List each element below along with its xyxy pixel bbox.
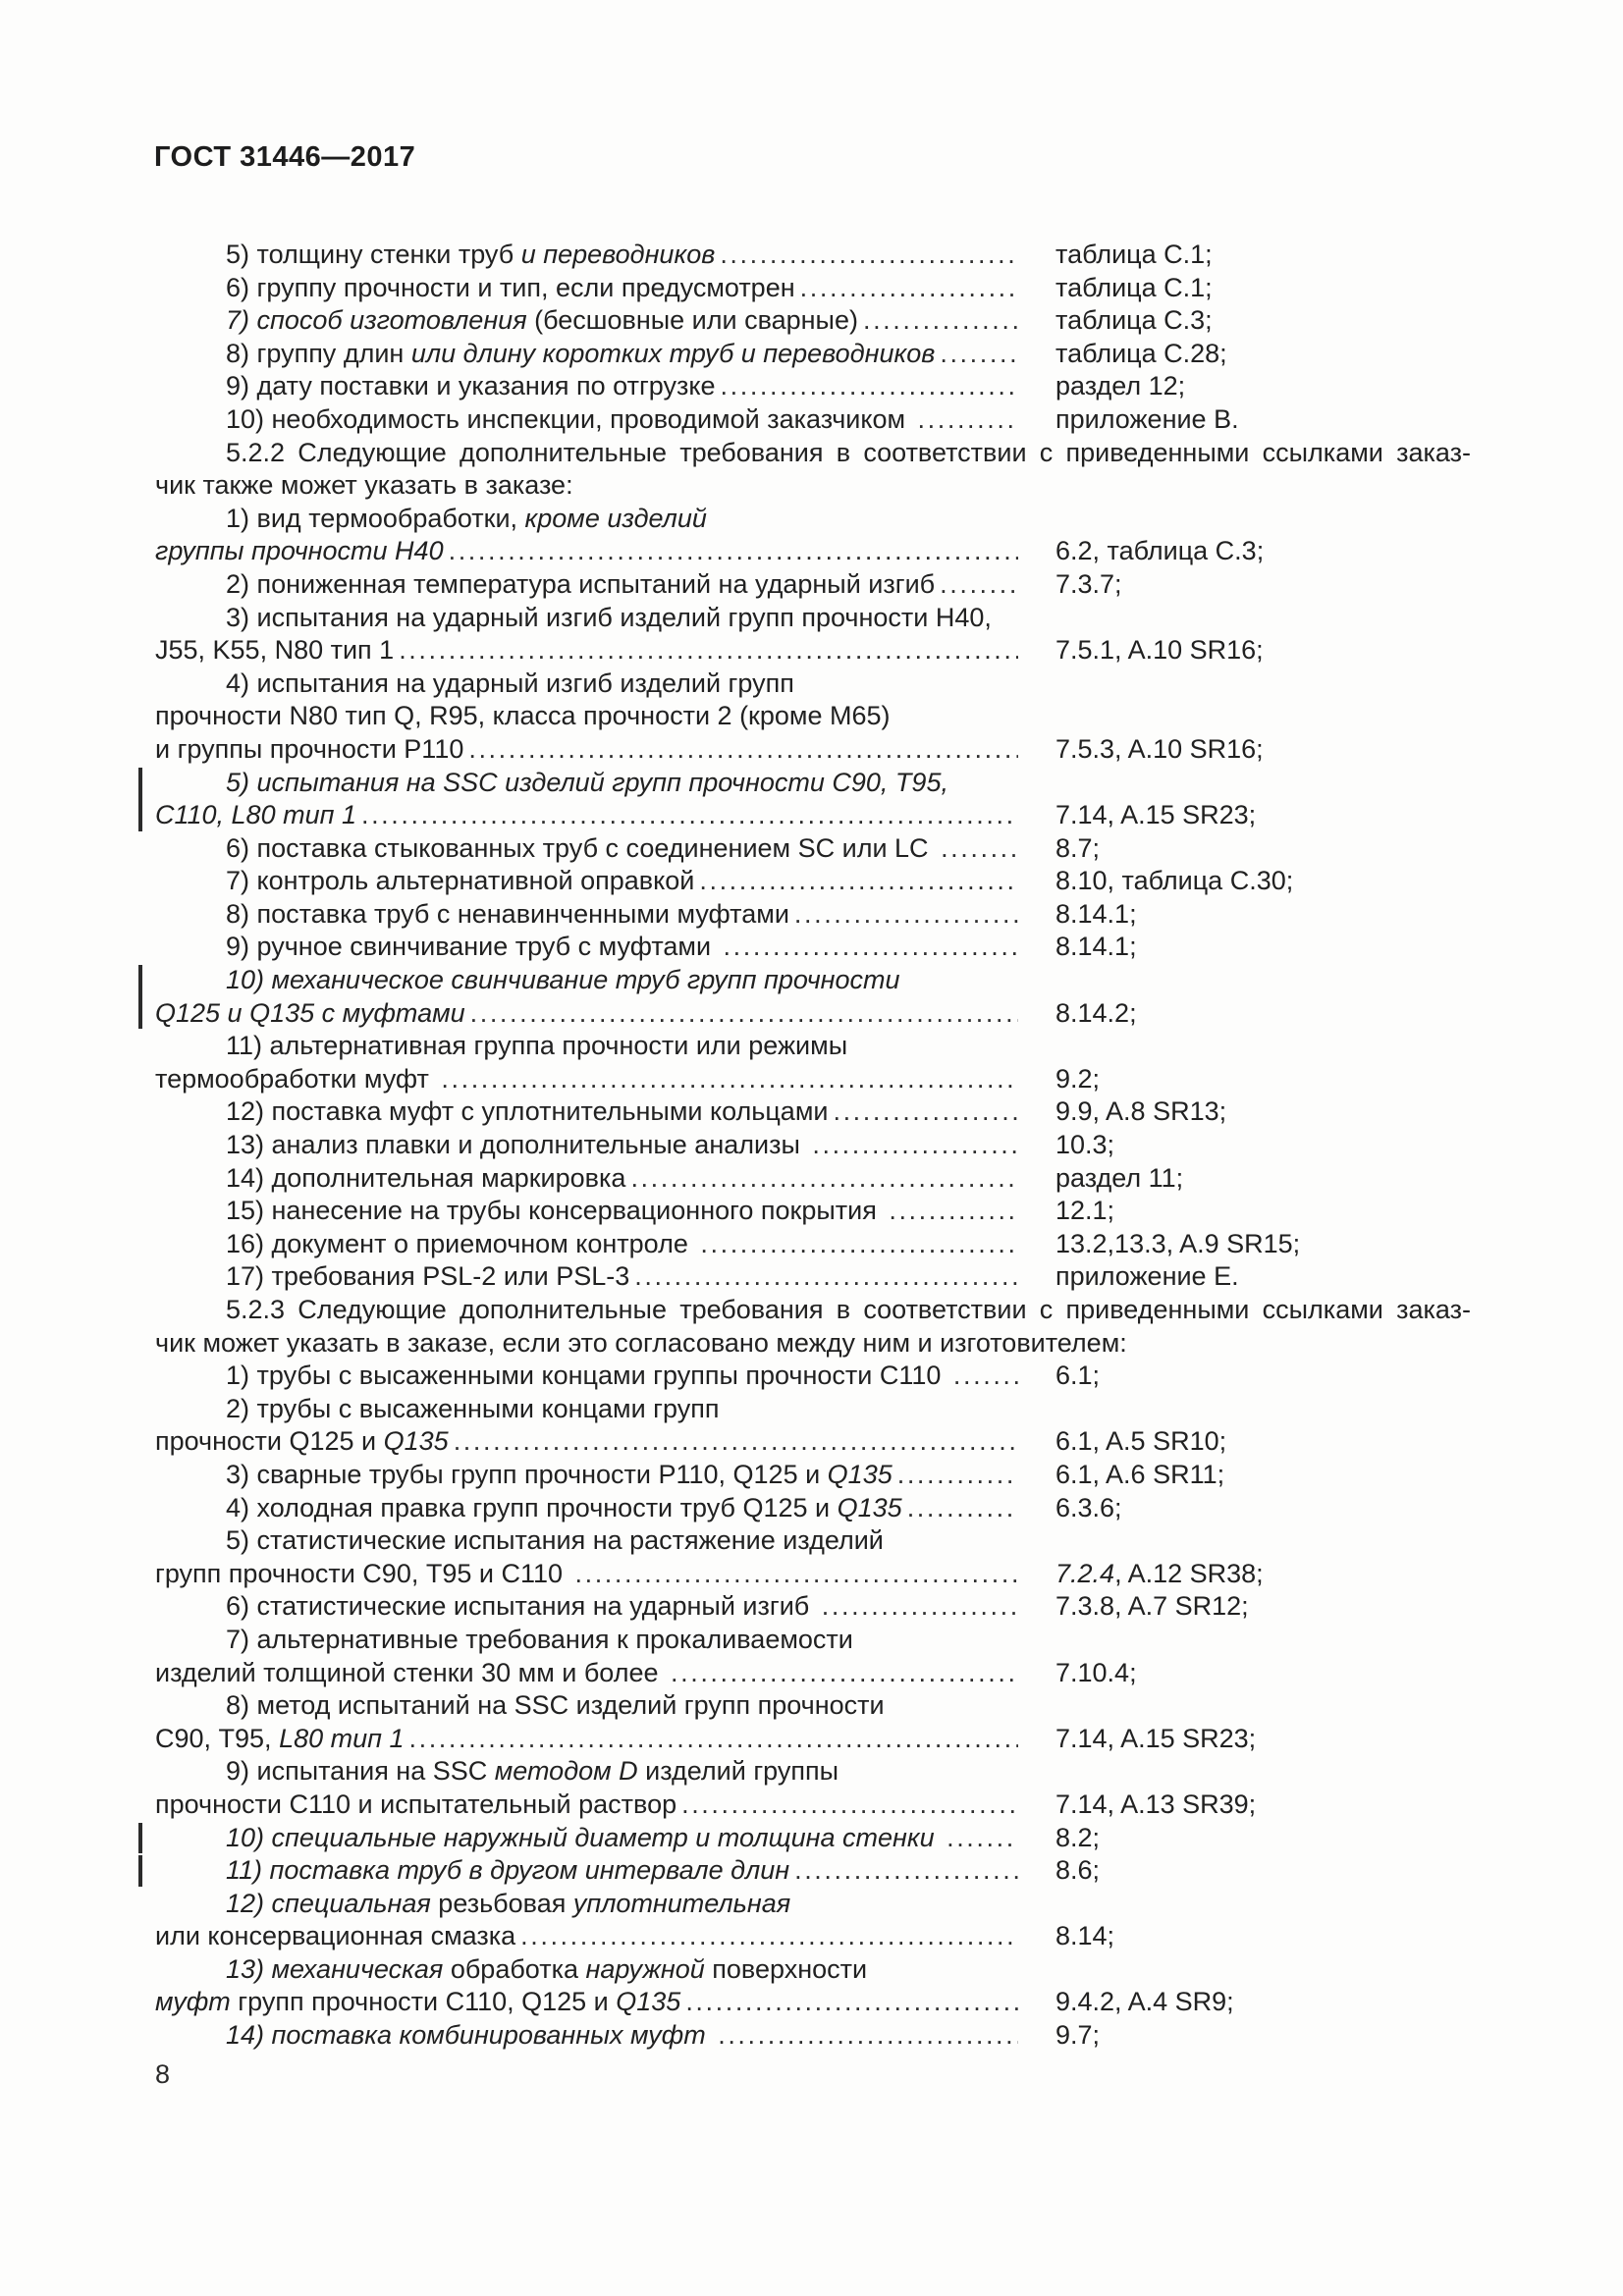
list-item [155,1162,1471,1196]
text-line [155,239,1471,272]
dot-leader [699,865,1018,898]
dot-leader [449,535,1018,568]
text-segment: С90, Т95, [155,1723,280,1753]
reference [1018,865,1293,898]
text-line [155,1030,1471,1063]
text-segment: 15) нанесение на трубы консервационного покрытия [226,1196,885,1226]
list-item [155,1228,1471,1261]
change-bar [138,768,142,831]
reference [1018,1590,1249,1624]
list-item [155,1129,1471,1162]
text-segment: 6.1, A.5 SR10; [1055,1426,1227,1457]
text-segment: (бесшовные или сварные) [526,305,858,336]
dot-leader [634,1260,1018,1294]
text-line [155,1095,1471,1129]
dot-leader [361,799,1018,832]
list-item [155,1459,1471,1492]
text-segment: 7.10.4; [1055,1657,1137,1687]
list-item [155,1755,1471,1821]
text-segment: 6.1, A.6 SR11; [1055,1459,1225,1489]
text-segment: 3) испытания на ударный изгиб изделий групп прочности Н40, [226,602,992,632]
reference [1018,1723,1256,1756]
text-line [155,634,1471,667]
dot-leader [399,634,1018,667]
text-line [155,1393,1471,1426]
list-item [155,964,1471,1030]
dot-leader [721,370,1018,403]
reference [1018,832,1100,866]
list-item [155,1195,1471,1228]
text-segment: 4) испытания на ударный изгиб изделий групп [226,667,794,698]
text-line [155,700,1471,733]
list-item [155,1030,1471,1095]
list-item [155,272,1471,305]
dot-leader [700,1228,1018,1261]
text-line [155,1920,1471,1953]
text-segment: уплотнительная [572,1888,791,1918]
list-item [155,1689,1471,1755]
reference [1018,997,1137,1031]
text-segment: 11) альтернативная группа прочности или режимы [226,1031,848,1061]
list-item [155,667,1471,767]
text-segment: прочности N80 тип Q, R95, класса прочности 2 (кроме М65) [155,701,891,731]
text-segment: 8.2; [1055,1822,1101,1852]
reference [1018,898,1137,932]
text-segment: 1) трубы с высаженными концами группы прочности С110 [226,1361,948,1391]
text-line [155,1228,1471,1261]
text-segment: 5.2.2 Следующие дополнительные требования в соответствии с приведенными ссылками заказ- [226,437,1471,467]
text-line [155,1360,1471,1393]
dot-leader [953,1360,1018,1393]
dot-leader [947,1822,1018,1855]
change-bar [138,1823,142,1854]
text-segment: 7.14, A.15 SR23; [1055,1723,1257,1753]
text-line [155,1657,1471,1690]
list-item [155,403,1471,437]
list-item [155,602,1471,667]
dot-leader [812,1129,1018,1162]
reference [1018,2019,1100,2053]
text-segment: 1) вид термообработки, [226,503,525,533]
text-segment: кроме изделий [524,503,707,533]
text-segment: 3) сварные трубы групп прочности Р110, Q125 и [226,1459,828,1489]
dot-leader [470,997,1018,1031]
text-segment: 9.9, A.8 SR13; [1055,1096,1227,1127]
text-segment: 6) поставка стыкованных труб с соединением SC или LC [226,832,937,863]
text-line [155,1953,1471,1987]
dot-leader [520,1920,1018,1953]
list-item [155,832,1471,866]
reference [1018,1260,1239,1294]
page-number: 8 [155,2059,171,2089]
text-segment: 6) группу прочности и тип, если предусмотрен [226,272,795,302]
reference [1018,568,1122,602]
text-segment: 9.2; [1055,1063,1101,1094]
text-line [155,733,1471,767]
text-segment: 12) специальная [226,1888,431,1918]
text-segment: L80 тип 1 [279,1723,405,1753]
reference [1018,1360,1100,1393]
text-segment: 8.14; [1055,1921,1115,1951]
text-segment: 9.7; [1055,2020,1101,2051]
text-line [155,1425,1471,1459]
reference [1018,239,1213,272]
list-item [155,338,1471,371]
dot-leader [889,1195,1018,1228]
text-segment: таблица С.28; [1055,338,1227,368]
text-segment: 2) пониженная температура испытаний на ударный изгиб [226,568,936,599]
text-segment: групп прочности С90, Т95 и С110 [155,1558,570,1588]
text-line [155,931,1471,964]
reference [1018,1195,1114,1228]
change-bar [138,1855,142,1887]
reference [1018,1986,1234,2019]
list-item [155,898,1471,932]
dot-leader [794,898,1018,932]
dot-leader [800,272,1018,305]
text-segment: 7.14, A.13 SR39; [1055,1789,1257,1819]
text-segment: наружной [585,1953,705,1984]
text-segment: 5.2.3 Следующие дополнительные требования в соответствии с приведенными ссылками заказ- [226,1295,1471,1324]
text-segment: 14) поставка комбинированных муфт [226,2020,714,2051]
text-segment: 5) испытания на SSC изделий групп прочности С90, Т95, [226,767,948,797]
list-item [155,931,1471,964]
text-segment: 6.1; [1055,1361,1101,1391]
text-segment: 9.4.2, A.4 SR9; [1055,1987,1234,2017]
dot-leader [575,1558,1019,1591]
text-segment: 7) контроль альтернативной оправкой [226,866,695,896]
reference [1018,1228,1300,1261]
text-line [155,1195,1471,1228]
text-segment: прочности С110 и испытательный раствор [155,1789,677,1819]
text-segment: 2) трубы с высаженными концами групп [226,1393,720,1423]
text-segment: J55, K55, N80 тип 1 [155,635,395,666]
list-item [155,1095,1471,1129]
text-segment: 8.14.1; [1055,898,1137,929]
text-line [155,1624,1471,1657]
text-segment: обработка [443,1953,586,1984]
dot-leader [409,1723,1019,1756]
dot-leader [454,1425,1018,1459]
text-segment: или консервационная смазка [155,1921,516,1951]
text-line [155,535,1471,568]
reference [1018,1425,1226,1459]
text-line [155,1789,1471,1822]
paragraph [155,437,1471,503]
dot-leader [822,1590,1018,1624]
text-segment: термообработки муфт [155,1063,437,1094]
text-line [155,1063,1471,1096]
text-segment: муфт [155,1987,231,2017]
text-segment: 13) механическая [226,1953,444,1984]
text-segment: прочности Q125 и [155,1426,384,1457]
text-line [155,2019,1471,2053]
text-segment: приложение В. [1055,403,1239,434]
text-line [155,1723,1471,1756]
text-segment: 7) альтернативные требования к прокаливаемости [226,1624,853,1654]
text-line [155,1260,1471,1294]
text-segment: и группы прочности Р110 [155,733,464,764]
text-line [155,1162,1471,1196]
text-line [155,1129,1471,1162]
text-segment: 13.2,13.3, A.9 SR15; [1055,1228,1301,1258]
text-segment: 10.3; [1055,1130,1115,1160]
text-line [155,997,1471,1031]
text-segment: методом D [494,1756,638,1787]
text-segment: 8.14.2; [1055,997,1137,1028]
text-line [155,1492,1471,1525]
list-item [155,1854,1471,1888]
text-line [155,304,1471,338]
reference [1018,1063,1100,1096]
list-item [155,767,1471,832]
dot-leader [863,304,1018,338]
reference [1018,272,1213,305]
dot-leader [940,568,1018,602]
dot-leader [907,1492,1018,1525]
reference [1018,1558,1264,1591]
text-line [155,767,1471,800]
text-line [155,667,1471,701]
reference [1018,304,1213,338]
text-segment: Q135 [837,1492,902,1522]
list-item [155,2019,1471,2053]
dot-leader [681,1789,1018,1822]
reference [1018,1492,1122,1525]
text-line [155,568,1471,602]
text-line [155,1888,1471,1921]
paragraph [155,1294,1471,1360]
text-line [155,1558,1471,1591]
list-item [155,1953,1471,2019]
text-segment: 11) поставка труб в другом интервале длин [226,1855,790,1886]
list-item [155,1524,1471,1590]
text-line [155,1294,1471,1327]
list-item [155,1393,1471,1459]
text-segment: 7.2.4 [1055,1558,1115,1588]
text-line [155,469,1471,503]
text-line [155,1459,1471,1492]
text-segment: 4) холодная правка групп прочности труб Q125 и [226,1492,838,1522]
text-segment: 8.7; [1055,832,1101,863]
reference [1018,1162,1183,1196]
text-segment: Q135 [383,1426,449,1457]
text-segment: 17) требования PSL-2 или PSL-3 [226,1261,630,1292]
list-item [155,1492,1471,1525]
list-item [155,1822,1471,1855]
text-line [155,1822,1471,1855]
reference [1018,634,1264,667]
text-line [155,799,1471,832]
dot-leader [897,1459,1018,1492]
text-segment: приложение Е. [1055,1261,1239,1292]
text-segment: 7.5.3, A.10 SR16; [1055,733,1264,764]
list-item [155,503,1471,568]
dot-leader [794,1854,1018,1888]
text-segment: 7.3.7; [1055,568,1122,599]
text-segment: таблица С.1; [1055,272,1213,302]
text-segment: 14) дополнительная маркировка [226,1162,626,1193]
text-segment: 6.3.6; [1055,1492,1122,1522]
reference [1018,1129,1114,1162]
text-segment: изделий группы [637,1756,839,1787]
requirements-list [155,239,1471,2053]
dot-leader [630,1162,1018,1196]
text-segment: Q135 [827,1459,893,1489]
text-segment: 7.5.1, A.10 SR16; [1055,635,1264,666]
list-item [155,304,1471,338]
text-segment: 6) статистические испытания на ударный изгиб [226,1591,817,1622]
text-segment: 12.1; [1055,1196,1115,1226]
text-segment: Q135 [616,1987,681,2017]
text-line [155,370,1471,403]
text-segment: 7.3.8, A.7 SR12; [1055,1591,1249,1622]
text-segment: 5) толщину стенки труб [226,240,521,269]
text-line [155,832,1471,866]
reference [1018,1854,1100,1888]
text-segment: чик также может указать в заказе: [155,470,573,501]
text-segment: групп прочности С110, Q125 и [230,1987,617,2017]
reference [1018,1095,1226,1129]
text-segment: резьбовая [430,1888,573,1918]
text-segment: 6.2, таблица С.3; [1055,536,1265,566]
reference [1018,535,1264,568]
text-line [155,964,1471,997]
text-segment: 9) испытания на SSC [226,1756,495,1787]
text-line [155,338,1471,371]
list-item [155,865,1471,898]
text-line [155,1590,1471,1624]
dot-leader [833,1095,1018,1129]
reference [1018,1459,1224,1492]
text-segment: 9) дату поставки и указания по отгрузке [226,371,716,401]
text-segment: таблица С.3; [1055,305,1213,336]
reference [1018,403,1239,437]
text-segment: Q125 и Q135 с муфтами [155,997,465,1028]
reference [1018,733,1264,767]
list-item [155,1590,1471,1624]
text-segment: таблица С.1; [1055,240,1213,269]
text-line [155,503,1471,536]
reference [1018,1822,1100,1855]
text-segment: 7.14, A.15 SR23; [1055,800,1257,830]
dot-leader [941,832,1018,866]
reference [1018,1920,1114,1953]
text-segment: поверхности [704,1953,868,1984]
text-segment: 7) способ изготовления [226,305,527,336]
text-segment: 10) механическое свинчивание труб групп прочности [226,965,900,995]
reference [1018,1657,1137,1690]
text-segment: 8.6; [1055,1855,1101,1886]
list-item [155,1260,1471,1294]
dot-leader [468,733,1018,767]
text-segment: 16) документ о приемочном контроле [226,1228,696,1258]
reference [1018,1789,1256,1822]
text-segment: группы прочности Н40 [155,536,444,566]
text-line [155,1854,1471,1888]
dot-leader [724,931,1018,964]
text-segment: С110, L80 тип 1 [155,800,356,830]
text-segment: 8) поставка труб с ненавинченными муфтами [226,898,789,929]
dot-leader [940,338,1018,371]
text-segment: чик может указать в заказе, если это согласовано между ним и изготовителем: [155,1327,1127,1358]
reference [1018,931,1137,964]
text-segment: 5) статистические испытания на растяжение изделий [226,1525,884,1556]
text-segment: раздел 12; [1055,371,1186,401]
reference [1018,370,1185,403]
list-item [155,1624,1471,1689]
dot-leader [441,1063,1018,1096]
change-bar [138,965,142,1029]
list-item [155,370,1471,403]
text-segment: раздел 11; [1055,1162,1184,1193]
list-item [155,1360,1471,1393]
text-segment: 8) группу длин [226,338,411,368]
list-item [155,1888,1471,1953]
dot-leader [918,403,1018,437]
list-item [155,568,1471,602]
text-line [155,1327,1471,1361]
text-line [155,403,1471,437]
text-segment: 9) ручное свинчивание труб с муфтами [226,932,719,962]
text-segment: 10) необходимость инспекции, проводимой заказчиком [226,403,913,434]
text-line [155,437,1471,470]
dot-leader [718,2019,1018,2053]
reference [1018,338,1227,371]
dot-leader [720,239,1018,272]
text-line [155,272,1471,305]
dot-leader [685,1986,1018,2019]
text-segment: 8) метод испытаний на SSC изделий групп прочности [226,1690,885,1721]
text-segment: 13) анализ плавки и дополнительные анализы [226,1130,808,1160]
text-segment: , A.12 SR38; [1114,1558,1264,1588]
text-segment: изделий толщиной стенки 30 мм и более [155,1657,667,1687]
document-code: ГОСТ 31446—2017 [154,141,416,173]
text-segment: 12) поставка муфт с уплотнительными кольцами [226,1096,829,1127]
text-line [155,1755,1471,1789]
text-line [155,1689,1471,1723]
reference [1018,799,1256,832]
text-line [155,1986,1471,2019]
dot-leader [671,1657,1018,1690]
list-item [155,239,1471,272]
text-segment: и переводников [520,240,716,269]
text-line [155,865,1471,898]
text-line [155,1524,1471,1558]
text-segment: 10) специальные наружный диаметр и толщина стенки [226,1822,943,1852]
text-line [155,602,1471,635]
text-segment: 8.10, таблица С.30; [1055,866,1294,896]
text-segment: или длину коротких труб и переводников [410,338,936,368]
text-segment: 8.14.1; [1055,932,1137,962]
text-line [155,898,1471,932]
